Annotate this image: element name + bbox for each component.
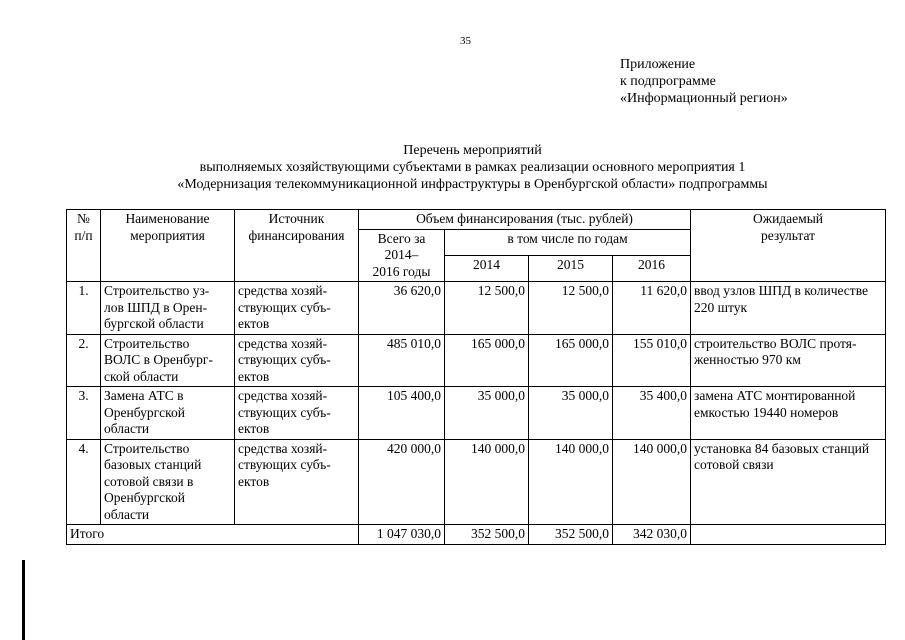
row-2016: 155 010,0 bbox=[613, 334, 691, 387]
row-2016: 35 400,0 bbox=[613, 387, 691, 440]
row-total: 485 010,0 bbox=[359, 334, 445, 387]
totals-row bbox=[67, 525, 886, 545]
totals-2015: 352 500,0 bbox=[529, 525, 613, 545]
row-number: 3. bbox=[67, 387, 101, 440]
cell-line: ствующих субъ- bbox=[238, 352, 331, 367]
row-source bbox=[235, 334, 359, 387]
cell-line: лов ШПД в Орен- bbox=[104, 299, 208, 315]
row-2016: 11 620,0 bbox=[613, 282, 691, 335]
row-2015: 140 000,0 bbox=[529, 439, 613, 525]
cell-line: ВОЛС в Оренбург- bbox=[104, 352, 213, 367]
cell-line: ектов bbox=[238, 421, 270, 436]
row-2015: 12 500,0 bbox=[529, 282, 613, 335]
cell-line: сотовой связи bbox=[694, 457, 774, 472]
header-text: Всего за bbox=[377, 230, 426, 246]
totals-empty bbox=[691, 525, 886, 545]
totals-2014: 352 500,0 bbox=[445, 525, 529, 545]
row-name bbox=[101, 439, 235, 525]
appendix-line: к подпрограмме bbox=[620, 74, 716, 89]
header-text: Наименование bbox=[125, 211, 210, 226]
row-result bbox=[691, 439, 886, 525]
cell-line: Оренбургской bbox=[104, 490, 185, 505]
row-2014: 140 000,0 bbox=[445, 439, 529, 525]
cell-line: Замена АТС в bbox=[104, 388, 184, 403]
cell-line: Строительство bbox=[104, 440, 190, 456]
cell-line: области bbox=[104, 421, 150, 436]
cell-line: бургской области bbox=[104, 316, 204, 331]
cell-line: установка 84 базовых станций bbox=[694, 440, 870, 456]
title-line: «Модернизация телекоммуникационной инфраструктуры в Оренбургской области» подпрограммы bbox=[177, 177, 768, 192]
table-row bbox=[67, 282, 886, 335]
cell-line: базовых станций bbox=[104, 457, 202, 472]
header-text: 2014– bbox=[384, 247, 419, 262]
title-line: Перечень мероприятий bbox=[403, 143, 542, 158]
cell-line: ввод узлов ШПД в количестве bbox=[694, 283, 868, 298]
header-number bbox=[67, 210, 101, 282]
cell-line: средства хозяй- bbox=[238, 440, 328, 456]
row-result bbox=[691, 387, 886, 440]
cell-line: ектов bbox=[238, 368, 270, 384]
cell-line: области bbox=[104, 506, 150, 522]
header-name bbox=[101, 210, 235, 282]
header-total bbox=[359, 229, 445, 282]
header-year-2015: 2015 bbox=[529, 255, 613, 281]
header-text: мероприятия bbox=[130, 227, 205, 243]
cell-line: ектов bbox=[238, 473, 270, 489]
row-total: 36 620,0 bbox=[359, 282, 445, 335]
header-by-years: в том числе по годам bbox=[445, 229, 691, 255]
row-name bbox=[101, 387, 235, 440]
cell-line: емкостью 19440 номеров bbox=[694, 404, 839, 420]
row-number: 4. bbox=[67, 439, 101, 525]
row-2015: 165 000,0 bbox=[529, 334, 613, 387]
totals-all: 1 047 030,0 bbox=[359, 525, 445, 545]
row-total: 105 400,0 bbox=[359, 387, 445, 440]
row-source bbox=[235, 439, 359, 525]
header-text: финансирования bbox=[248, 227, 345, 243]
cell-line: средства хозяй- bbox=[238, 388, 328, 403]
header-source bbox=[235, 210, 359, 282]
header-text: 2016 годы bbox=[372, 263, 431, 279]
appendix-note bbox=[620, 56, 788, 107]
cell-line: ектов bbox=[238, 316, 270, 331]
row-total: 420 000,0 bbox=[359, 439, 445, 525]
cell-line: Оренбургской bbox=[104, 404, 185, 420]
row-2014: 35 000,0 bbox=[445, 387, 529, 440]
header-funding: Объем финансирования (тыс. рублей) bbox=[359, 210, 691, 230]
header-text: Ожидаемый bbox=[753, 211, 823, 226]
document-title bbox=[60, 142, 885, 193]
cell-line: сотовой связи в bbox=[104, 473, 194, 489]
header-year-2014: 2014 bbox=[445, 255, 529, 281]
cell-line: средства хозяй- bbox=[238, 283, 328, 298]
cell-line: средства хозяй- bbox=[238, 335, 328, 351]
cell-line: ствующих субъ- bbox=[238, 404, 331, 420]
header-text: п/п bbox=[74, 227, 93, 243]
row-2014: 12 500,0 bbox=[445, 282, 529, 335]
cell-line: строительство ВОЛС протя- bbox=[694, 335, 857, 351]
table-row bbox=[67, 439, 886, 525]
header-text: Источник bbox=[268, 211, 325, 226]
row-name bbox=[101, 334, 235, 387]
header-text: № bbox=[77, 211, 90, 226]
header-result bbox=[691, 210, 886, 282]
title-line: выполняемых хозяйствующими субъектами в рамках реализации основного мероприятия 1 bbox=[199, 160, 746, 175]
scan-edge-mark bbox=[22, 560, 25, 640]
cell-line: женностью 970 км bbox=[694, 352, 801, 367]
appendix-line: «Информационный регион» bbox=[620, 91, 788, 106]
cell-line: Строительство bbox=[104, 335, 190, 351]
table-row bbox=[67, 387, 886, 440]
cell-line: замена АТС монтированной bbox=[694, 388, 856, 403]
row-source bbox=[235, 282, 359, 335]
page-number: 35 bbox=[460, 35, 471, 47]
cell-line: Строительство уз- bbox=[104, 283, 210, 298]
row-result bbox=[691, 334, 886, 387]
row-result bbox=[691, 282, 886, 335]
row-number: 2. bbox=[67, 334, 101, 387]
header-year-2016: 2016 bbox=[613, 255, 691, 281]
cell-line: ской области bbox=[104, 368, 179, 384]
cell-line: 220 штук bbox=[694, 299, 748, 315]
cell-line: ствующих субъ- bbox=[238, 457, 331, 472]
row-number: 1. bbox=[67, 282, 101, 335]
measures-table bbox=[66, 209, 886, 545]
row-2016: 140 000,0 bbox=[613, 439, 691, 525]
table-row bbox=[67, 334, 886, 387]
header-text: результат bbox=[760, 227, 816, 243]
cell-line: ствующих субъ- bbox=[238, 299, 331, 315]
row-2014: 165 000,0 bbox=[445, 334, 529, 387]
row-source bbox=[235, 387, 359, 440]
row-name bbox=[101, 282, 235, 335]
appendix-line: Приложение bbox=[620, 57, 696, 72]
totals-label: Итого bbox=[67, 525, 359, 545]
row-2015: 35 000,0 bbox=[529, 387, 613, 440]
totals-2016: 342 030,0 bbox=[613, 525, 691, 545]
